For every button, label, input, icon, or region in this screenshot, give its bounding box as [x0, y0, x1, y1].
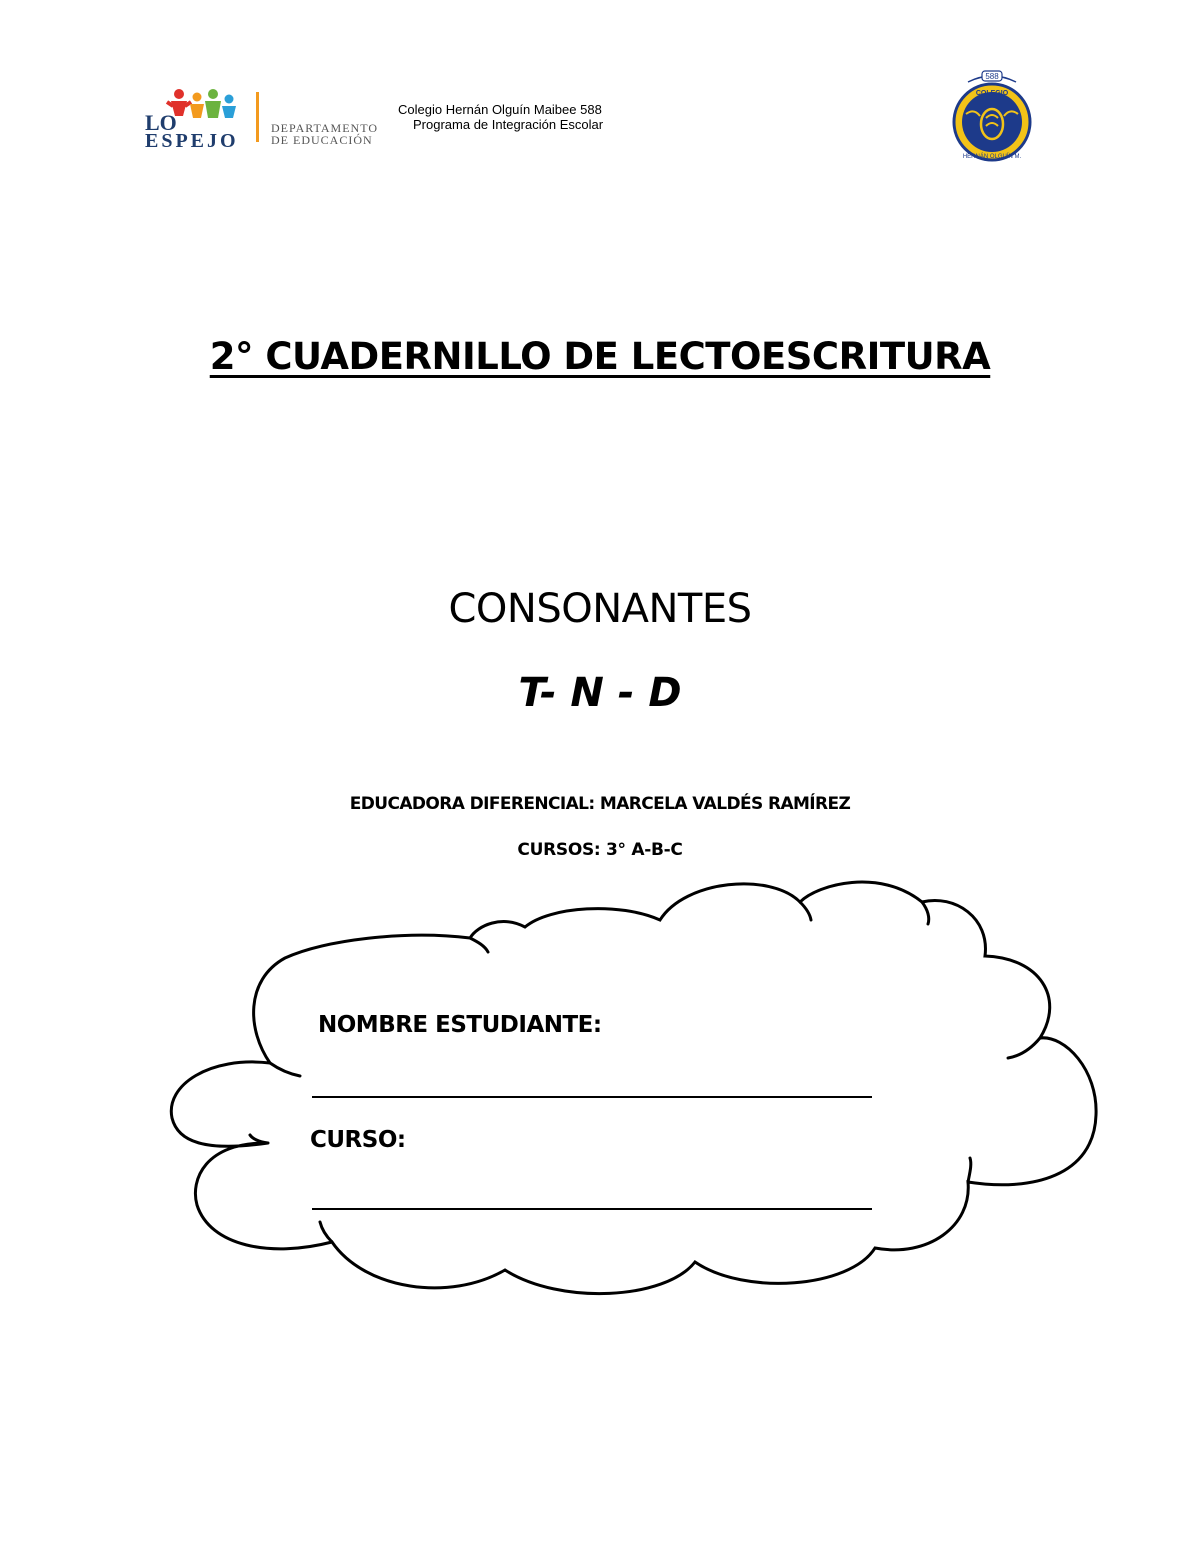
program-name: Programa de Integración Escolar — [413, 117, 604, 132]
subtitle: CONSONANTES — [448, 586, 752, 632]
header-text — [390, 102, 630, 132]
consonant-letters: T- N - D — [518, 670, 682, 716]
cloud-shape — [160, 880, 1110, 1330]
logo-word-espejo: ESPEJO — [145, 130, 239, 148]
colegio-588-crest — [944, 68, 1040, 164]
educadora-line: EDUCADORA DIFERENCIAL: MARCELA VALDÉS RAMÍREZ — [349, 794, 851, 814]
curso-label: CURSO: — [310, 1127, 406, 1153]
crest-number: 588 — [985, 72, 999, 81]
nombre-estudiante-label: NOMBRE ESTUDIANTE: — [318, 1012, 602, 1038]
page-title: 2° CUADERNILLO DE LECTOESCRITURA — [209, 335, 991, 378]
curso-line[interactable] — [312, 1208, 872, 1210]
cursos-line: CURSOS: 3° A-B-C — [517, 840, 683, 860]
children-figures-icon — [167, 89, 236, 118]
crest-label: COLEGIO — [975, 90, 1009, 97]
lo-espejo-logo — [143, 86, 393, 148]
nombre-estudiante-line[interactable] — [312, 1096, 872, 1098]
logo-dept-line1: DEPARTAMENTO — [271, 121, 378, 135]
logo-divider — [256, 92, 259, 142]
crest-bottom-text: HERNÁN OLGUÍN M. — [962, 154, 1022, 160]
logo-dept-line2: DE EDUCACIÓN — [271, 133, 373, 147]
school-name: Colegio Hernán Olguín Maibee 588 — [398, 102, 602, 117]
logo-word-lo: LO — [145, 110, 177, 135]
